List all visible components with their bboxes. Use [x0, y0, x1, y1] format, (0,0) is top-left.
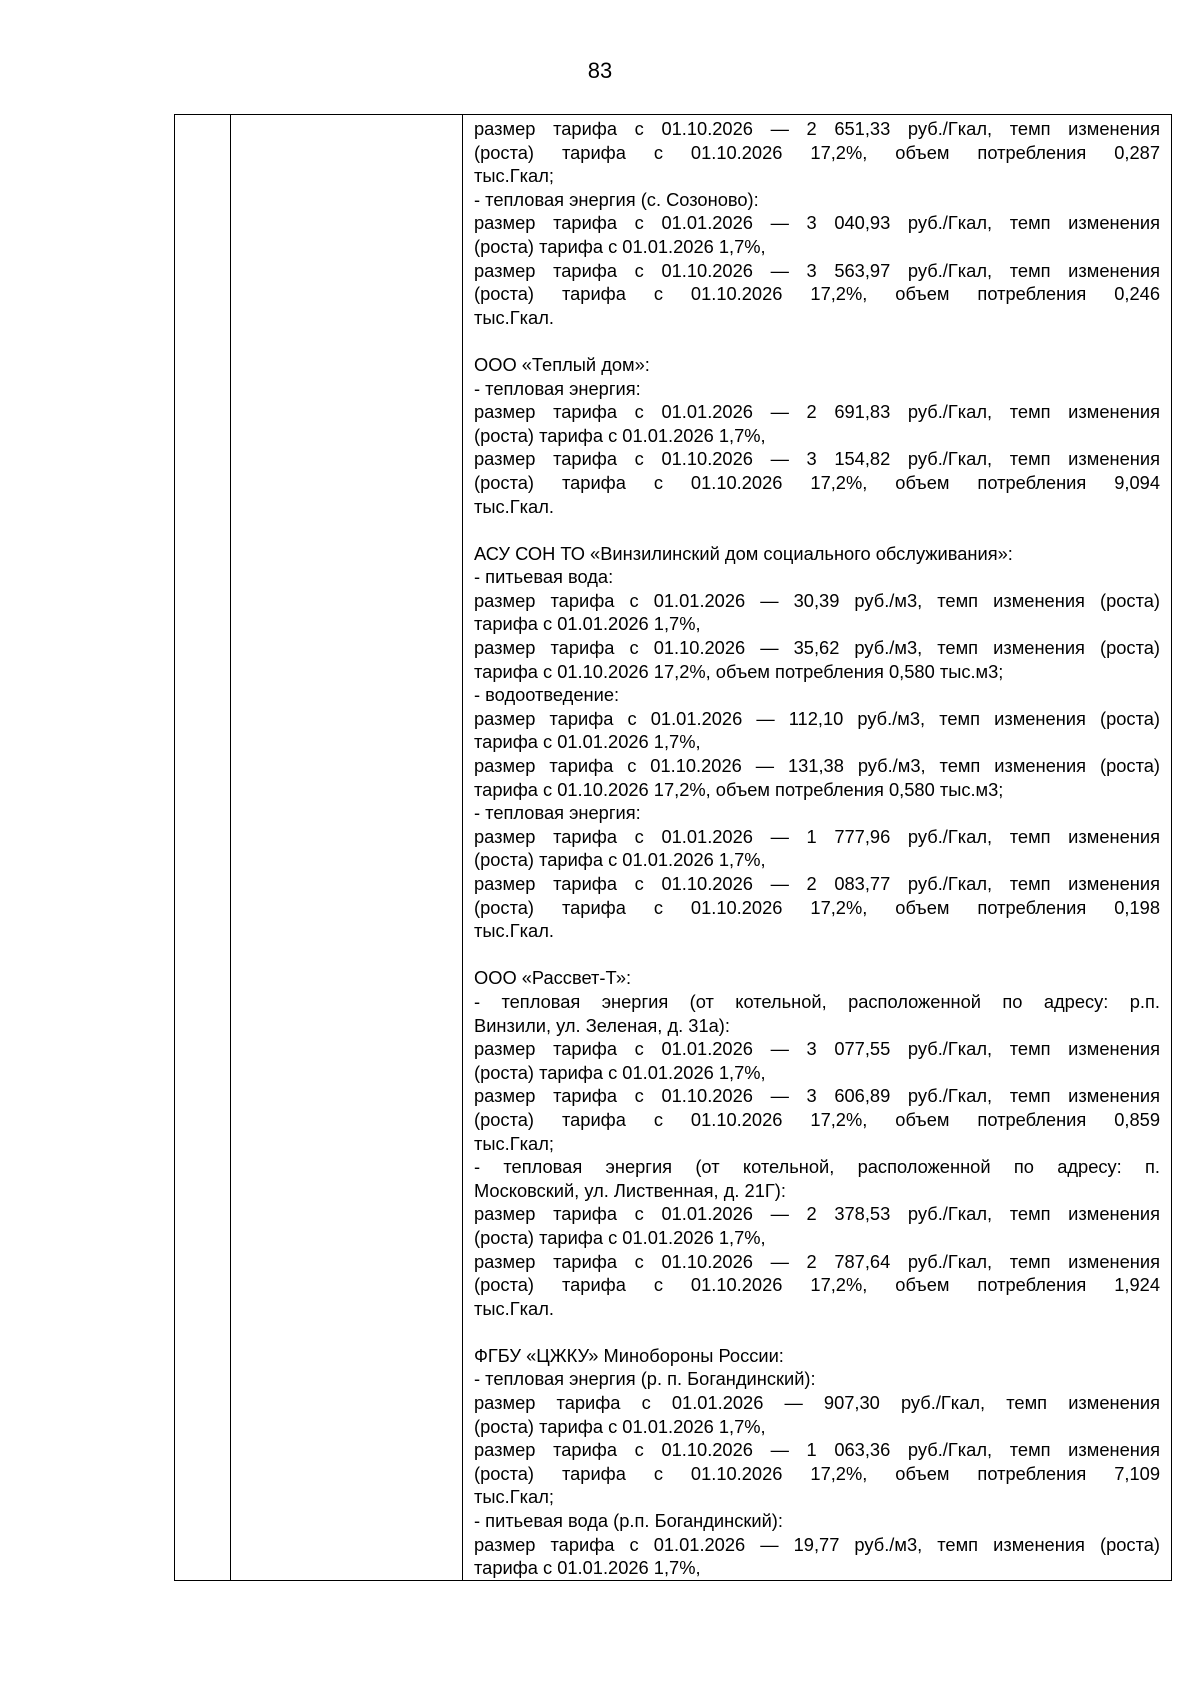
tariff-text-line: тыс.Гкал.: [474, 306, 554, 328]
tariff-text-line: АСУ СОН ТО «Винзилинский дом социального обслуживания»:: [474, 542, 1013, 564]
table-row: [175, 115, 1172, 1581]
tariff-text-line: (роста) тарифа с 01.01.2026 1,7%,: [474, 1061, 766, 1083]
tariff-text-line: тыс.Гкал.: [474, 920, 554, 942]
tariff-text-line: размер тарифа с 01.10.2026 — 3 154,82 руб./Гкал, темп изменения: [474, 448, 1160, 470]
tariff-text-line: - тепловая энергия (с. Созоново):: [474, 188, 759, 210]
tariff-text-line: ФГБУ «ЦЖКУ» Минобороны России:: [474, 1344, 784, 1366]
tariff-text-line: (роста) тарифа с 01.10.2026 17,2%, объем потребления 7,109: [474, 1462, 1160, 1484]
tariff-text-line: (роста) тарифа с 01.01.2026 1,7%,: [474, 1226, 766, 1248]
paragraph-gap: [474, 329, 1160, 353]
tariff-text-line: - тепловая энергия (р. п. Богандинский):: [474, 1368, 816, 1390]
tariff-text-line: тарифа с 01.01.2026 1,7%,: [474, 613, 701, 635]
tariff-text-line: ООО «Рассвет-Т»:: [474, 967, 632, 989]
paragraph-gap: [474, 518, 1160, 542]
tariff-text-line: - тепловая энергия:: [474, 377, 641, 399]
tariff-details-cell: [463, 115, 1172, 1581]
tariff-text-line: (роста) тарифа с 01.01.2026 1,7%,: [474, 849, 766, 871]
tariff-text-line: размер тарифа с 01.10.2026 — 2 083,77 руб./Гкал, темп изменения: [474, 873, 1160, 894]
paragraph-gap: [474, 943, 1160, 967]
tariff-text-line: размер тарифа с 01.01.2026 — 907,30 руб./Гкал, темп изменения: [474, 1392, 1160, 1414]
tariff-text-line: (роста) тарифа с 01.10.2026 17,2%, объем потребления 1,924: [474, 1274, 1160, 1296]
tariff-text-line: (роста) тарифа с 01.10.2026 17,2%, объем потребления 0,859: [474, 1108, 1160, 1130]
tariff-text-line: (роста) тарифа с 01.10.2026 17,2%, объем потребления 9,094: [474, 471, 1160, 493]
tariff-text-line: Московский, ул. Лиственная, д. 21Г):: [474, 1179, 786, 1201]
tariff-text-line: размер тарифа с 01.01.2026 — 3 077,55 руб./Гкал, темп изменения: [474, 1038, 1160, 1060]
tariff-text-line: тарифа с 01.01.2026 1,7%,: [474, 1557, 701, 1579]
tariff-text-line: размер тарифа с 01.10.2026 — 1 063,36 руб./Гкал, темп изменения: [474, 1439, 1160, 1461]
tariff-text-line: - питьевая вода (р.п. Богандинский):: [474, 1510, 783, 1532]
tariff-text-line: (роста) тарифа с 01.10.2026 17,2%, объем потребления 0,198: [474, 896, 1160, 918]
tariff-text-line: ООО «Теплый дом»:: [474, 353, 650, 375]
tariff-text-line: размер тарифа с 01.01.2026 — 2 691,83 руб./Гкал, темп изменения: [474, 401, 1160, 423]
tariff-text-line: (роста) тарифа с 01.01.2026 1,7%,: [474, 1415, 766, 1437]
tariff-text-line: (роста) тарифа с 01.10.2026 17,2%, объем потребления 0,287: [474, 141, 1160, 163]
tariff-text-line: - тепловая энергия:: [474, 802, 641, 824]
tariff-text-line: размер тарифа с 01.01.2026 — 1 777,96 руб./Гкал, темп изменения: [474, 825, 1160, 847]
tariff-text-line: тыс.Гкал;: [474, 165, 554, 187]
tariff-text-line: - питьевая вода:: [474, 566, 614, 588]
tariff-text-line: тарифа с 01.10.2026 17,2%, объем потребления 0,580 тыс.м3;: [474, 778, 1004, 800]
name-cell: [231, 115, 463, 1581]
tariff-text-line: размер тарифа с 01.10.2026 — 35,62 руб./м3, темп изменения (роста): [474, 637, 1160, 659]
tariff-text-line: - тепловая энергия (от котельной, расположенной по адресу: р.п.: [474, 990, 1160, 1012]
tariff-text-line: - тепловая энергия (от котельной, расположенной по адресу: п.: [474, 1156, 1160, 1178]
tariff-text-line: (роста) тарифа с 01.01.2026 1,7%,: [474, 235, 766, 257]
tariff-text-line: тарифа с 01.01.2026 1,7%,: [474, 731, 701, 753]
page-number: 83: [587, 58, 613, 83]
tariff-text-line: тыс.Гкал.: [474, 1297, 554, 1319]
tariff-text-line: - водоотведение:: [474, 684, 620, 706]
tariff-text-line: размер тарифа с 01.01.2026 — 3 040,93 руб./Гкал, темп изменения: [474, 212, 1160, 234]
tariff-text-line: тыс.Гкал.: [474, 495, 554, 517]
tariff-text-line: (роста) тарифа с 01.10.2026 17,2%, объем потребления 0,246: [474, 283, 1160, 305]
tariff-table: [174, 114, 1172, 1581]
tariff-text-line: тыс.Гкал;: [474, 1486, 554, 1508]
tariff-text-line: тыс.Гкал;: [474, 1132, 554, 1154]
paragraph-gap: [474, 1320, 1160, 1344]
tariff-text-line: размер тарифа с 01.10.2026 — 3 606,89 руб./Гкал, темп изменения: [474, 1085, 1160, 1107]
tariff-text-line: (роста) тарифа с 01.01.2026 1,7%,: [474, 424, 766, 446]
tariff-text-line: Винзили, ул. Зеленая, д. 31а):: [474, 1014, 730, 1036]
tariff-text-line: размер тарифа с 01.01.2026 — 30,39 руб./м3, темп изменения (роста): [474, 589, 1160, 611]
tariff-text-line: размер тарифа с 01.10.2026 — 2 651,33 руб./Гкал, темп изменения: [474, 118, 1160, 139]
tariff-text-line: тарифа с 01.10.2026 17,2%, объем потребления 0,580 тыс.м3;: [474, 660, 1004, 682]
tariff-text-line: размер тарифа с 01.10.2026 — 131,38 руб./м3, темп изменения (роста): [474, 755, 1160, 777]
tariff-text-line: размер тарифа с 01.10.2026 — 3 563,97 руб./Гкал, темп изменения: [474, 259, 1160, 281]
tariff-text-line: размер тарифа с 01.01.2026 — 19,77 руб./м3, темп изменения (роста): [474, 1533, 1160, 1555]
number-cell: [175, 115, 231, 1581]
tariff-text-line: размер тарифа с 01.01.2026 — 2 378,53 руб./Гкал, темп изменения: [474, 1203, 1160, 1225]
tariff-text-line: размер тарифа с 01.01.2026 — 112,10 руб./м3, темп изменения (роста): [474, 707, 1160, 729]
tariff-text-line: размер тарифа с 01.10.2026 — 2 787,64 руб./Гкал, темп изменения: [474, 1250, 1160, 1272]
